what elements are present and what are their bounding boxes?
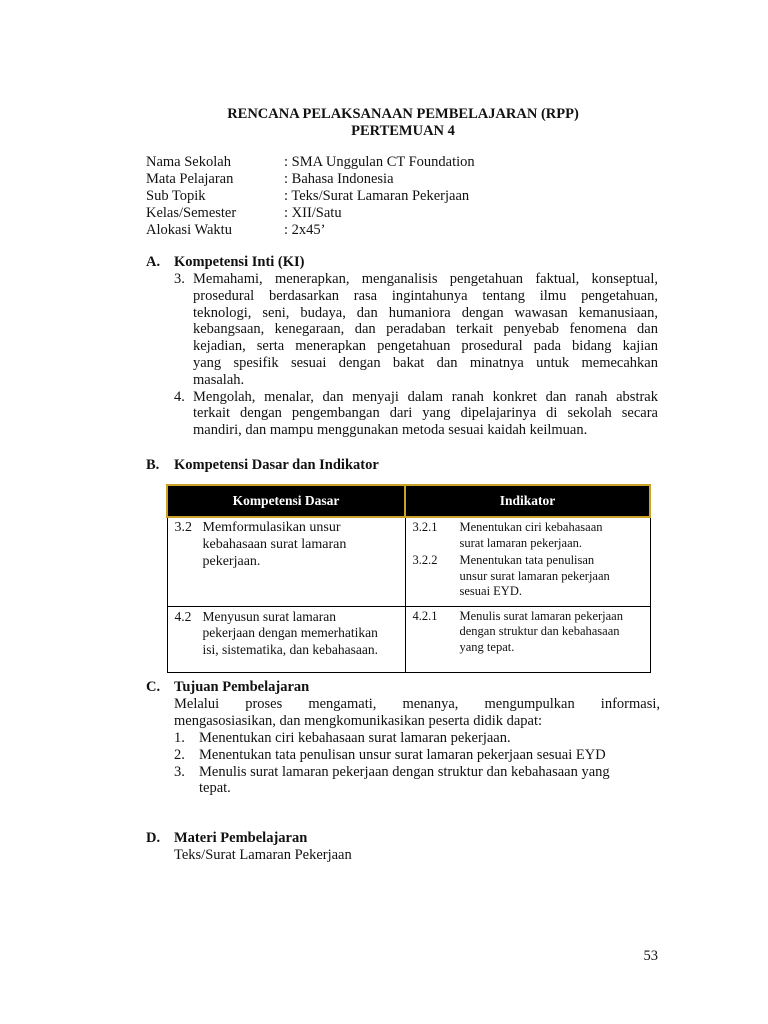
indicator-line: surat lamaran pekerjaan. bbox=[459, 535, 583, 550]
section-d-heading bbox=[146, 830, 307, 847]
identity-row-subject bbox=[146, 171, 666, 188]
item-line: kebangsaan, kenegaraan, dan peradaban terkait penyebab fenomena dan bbox=[193, 321, 658, 338]
item-line: Menentukan ciri kebahasaan surat lamaran pekerjaan. bbox=[199, 730, 511, 746]
identity-row-school bbox=[146, 154, 666, 171]
item-line: masalah. bbox=[193, 371, 245, 388]
indicator-line: Menulis surat lamaran pekerjaan bbox=[459, 608, 623, 623]
section-letter: A. bbox=[146, 254, 161, 270]
competence-indicator-table bbox=[166, 484, 651, 673]
item-line: Menentukan tata penulisan unsur surat lamaran pekerjaan sesuai EYD bbox=[199, 746, 606, 763]
indicator-number: 4.2.1 bbox=[412, 608, 438, 623]
list-item bbox=[174, 747, 660, 764]
indicator-item bbox=[413, 520, 646, 551]
competence-line: kebahasaan surat lamaran bbox=[202, 536, 347, 552]
list-item bbox=[174, 730, 660, 747]
core-competence-list bbox=[174, 271, 658, 439]
section-title: Kompetensi Inti (KI) bbox=[174, 254, 305, 270]
competence-line: isi, sistematika, dan kebahasaan. bbox=[202, 642, 378, 658]
item-number: 3. bbox=[174, 271, 185, 287]
section-b-heading bbox=[146, 457, 379, 474]
item-number: 3. bbox=[174, 763, 185, 780]
document-title: RENCANA PELAKSANAAN PEMBELAJARAN (RPP) bbox=[227, 106, 579, 122]
indicator-item bbox=[413, 553, 646, 600]
section-letter: C. bbox=[146, 679, 161, 695]
identity-value: : XII/Satu bbox=[284, 205, 342, 221]
item-line: tepat. bbox=[199, 780, 231, 797]
learning-material: Teks/Surat Lamaran Pekerjaan bbox=[174, 847, 352, 863]
item-line: terkait dengan pengembangan dari yang dipelajarinya di sekolah secara bbox=[193, 405, 658, 422]
indicator-line: Menentukan ciri kebahasaan bbox=[459, 520, 603, 534]
indicator-item bbox=[413, 609, 646, 656]
core-competence-item bbox=[174, 389, 658, 439]
core-competence-item bbox=[174, 271, 658, 389]
indicator-number: 3.2.1 bbox=[412, 520, 438, 534]
section-title: Kompetensi Dasar dan Indikator bbox=[174, 457, 379, 473]
basic-competence-cell bbox=[167, 606, 405, 672]
column-header-indicator: Indikator bbox=[405, 485, 650, 517]
competence-number: 4.2 bbox=[174, 608, 192, 624]
competence-number: 3.2 bbox=[174, 520, 192, 535]
item-line: mandiri, dan mampu menggunakan metoda sesuai kaidah keilmuan. bbox=[193, 422, 588, 439]
identity-value: : Teks/Surat Lamaran Pekerjaan bbox=[284, 188, 470, 204]
item-line: prosedural berdasarkan rasa ingintahunya tentang ilmu pengetahuan, bbox=[193, 287, 658, 304]
competence-line: Memformulasikan unsur bbox=[202, 520, 341, 535]
objectives-list bbox=[174, 730, 660, 797]
identity-value: : Bahasa Indonesia bbox=[284, 171, 394, 187]
indicator-number: 3.2.2 bbox=[412, 553, 438, 567]
item-number: 1. bbox=[174, 730, 185, 746]
identity-label: Kelas/Semester bbox=[146, 205, 237, 221]
indicator-line: sesuai EYD. bbox=[459, 584, 522, 598]
column-header-basic-competence: Kompetensi Dasar bbox=[167, 485, 405, 517]
identity-value: : 2x45’ bbox=[284, 222, 326, 238]
indicator-cell bbox=[405, 517, 650, 606]
section-title: Tujuan Pembelajaran bbox=[174, 679, 310, 695]
section-title: Materi Pembelajaran bbox=[174, 830, 308, 846]
identity-label: Alokasi Waktu bbox=[146, 222, 232, 238]
section-letter: D. bbox=[146, 830, 161, 846]
identity-label: Nama Sekolah bbox=[146, 154, 231, 170]
list-item bbox=[174, 764, 660, 798]
intro-line: mengasosiasikan, dan mengkomunikasikan peserta didik dapat: bbox=[174, 712, 543, 729]
indicator-line: dengan struktur dan kebahasaan bbox=[459, 624, 620, 638]
item-line: yang spesifik sesuai dengan bakat dan minatnya untuk memecahkan bbox=[193, 354, 658, 371]
section-letter: B. bbox=[146, 457, 160, 473]
table-header-row bbox=[167, 485, 650, 517]
identity-block bbox=[146, 154, 666, 239]
indicator-cell bbox=[405, 606, 650, 672]
identity-row-subtopic bbox=[146, 188, 666, 205]
table-row bbox=[167, 517, 650, 606]
section-c-heading bbox=[146, 679, 309, 696]
item-number: 2. bbox=[174, 746, 185, 763]
indicator-line: unsur surat lamaran pekerjaan bbox=[459, 568, 610, 583]
basic-competence-cell bbox=[167, 517, 405, 606]
item-number: 4. bbox=[174, 388, 185, 405]
item-line: Menulis surat lamaran pekerjaan dengan struktur dan kebahasaan yang bbox=[199, 763, 610, 780]
objectives-intro bbox=[174, 696, 660, 730]
identity-label: Mata Pelajaran bbox=[146, 171, 234, 187]
item-line: Memahami, menerapkan, menganalisis pengetahuan faktual, konseptual, bbox=[193, 271, 658, 287]
section-a-heading bbox=[146, 254, 305, 271]
intro-line: Melalui proses mengamati, menanya, mengumpulkan informasi, bbox=[174, 696, 660, 712]
item-line: kejadian, serta menerapkan pengetahuan prosedural pada bidang kajian bbox=[193, 338, 658, 355]
item-line: Mengolah, menalar, dan menyaji dalam ranah konkret dan ranah abstrak bbox=[193, 388, 658, 405]
competence-line: pekerjaan. bbox=[202, 553, 261, 569]
meeting-subtitle: PERTEMUAN 4 bbox=[351, 123, 455, 139]
identity-value: : SMA Unggulan CT Foundation bbox=[284, 154, 475, 170]
table-row bbox=[167, 606, 650, 672]
identity-label: Sub Topik bbox=[146, 188, 206, 204]
item-line: teknologi, seni, budaya, dan humaniora dengan wawasan kemanusiaan, bbox=[193, 304, 658, 321]
identity-row-time bbox=[146, 222, 666, 239]
indicator-line: Menentukan tata penulisan bbox=[459, 553, 595, 567]
identity-row-class bbox=[146, 205, 666, 222]
page-number: 53 bbox=[643, 948, 658, 964]
competence-line: pekerjaan dengan memerhatikan bbox=[202, 625, 378, 641]
indicator-line: yang tepat. bbox=[459, 639, 515, 654]
competence-line: Menyusun surat lamaran bbox=[202, 608, 336, 624]
